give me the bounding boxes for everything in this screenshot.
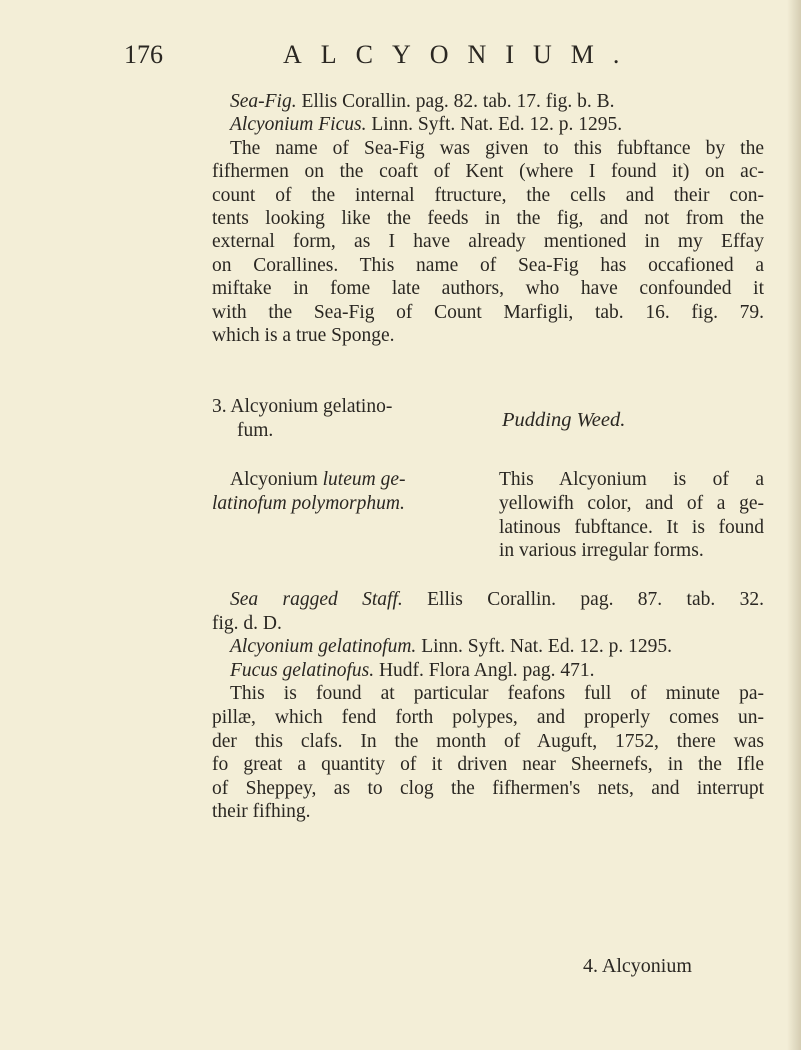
paragraph-line: miftake in fome late authors, who have confounded it xyxy=(212,278,764,300)
paragraph-line: external form, as I have already mentioned in my Effay xyxy=(212,231,764,253)
paragraph-line: der this clafs. In the month of Auguft, 1752, there was xyxy=(212,730,764,752)
paragraph-line: The name of Sea-Fig was given to this fubftance by the xyxy=(230,137,764,159)
paragraph-line: of Sheppey, as to clog the fifhermen's nets, and interrupt xyxy=(212,777,764,799)
english-name: Pudding Weed. xyxy=(502,409,626,431)
paragraph-line: pillæ, which fend forth polypes, and properly comes un- xyxy=(212,706,764,728)
paragraph-line: with the Sea-Fig of Count Marfigli, tab. 16. fig. 79. xyxy=(212,301,764,323)
catchword: 4. Alcyonium xyxy=(583,955,692,977)
synonym-line: Sea-Fig. Ellis Corallin. pag. 82. tab. 17. fig. b. B. xyxy=(230,91,615,112)
paragraph-line: on Corallines. This name of Sea-Fig has occafioned a xyxy=(212,254,764,276)
synonym-line: Alcyonium gelatinofum. Linn. Syft. Nat. Ed. 12. p. 1295. xyxy=(230,636,672,658)
page-edge-shadow xyxy=(787,0,801,1050)
latin-description: Alcyonium luteum ge- latinofum polymorphum. xyxy=(212,469,406,514)
running-head: ALCYONIUM. xyxy=(283,40,639,69)
species-name: 3. Alcyonium gelatino- fum. xyxy=(212,396,393,441)
paragraph-line: fo great a quantity of it driven near Sheernefs, in the Ifle xyxy=(212,754,764,776)
paragraph-line: tents looking like the feeds in the fig, and not from the xyxy=(212,208,764,230)
pudding-weed-block xyxy=(212,588,764,824)
paragraph-line: which is a true Sponge. xyxy=(212,325,395,347)
synonym-line: Fucus gelatinofus. Hudf. Flora Angl. pag. 471. xyxy=(230,659,595,681)
paragraph-line: their fifhing. xyxy=(212,801,311,823)
paragraph-line: fifhermen on the coaft of Kent (where I found it) on ac- xyxy=(212,161,764,183)
page-number: 176 xyxy=(124,40,163,69)
paragraph-line: This is found at particular feafons full of minute pa- xyxy=(230,683,764,705)
page-header xyxy=(0,40,801,80)
sea-fig-block xyxy=(212,90,764,347)
synonym-line: fig. d. D. xyxy=(212,612,282,634)
synonym-line: Alcyonium Ficus. Linn. Syft. Nat. Ed. 12. p. 1295. xyxy=(230,114,623,136)
paragraph-line: count of the internal ftructure, the cells and their con- xyxy=(212,184,764,206)
english-description: This Alcyonium is of a yellowifh color, and of a ge- latinous fubftance. It is found in various irregular forms. xyxy=(499,469,764,562)
synonym-line: Sea ragged Staff. Ellis Corallin. pag. 87. tab. 32. xyxy=(230,589,764,610)
